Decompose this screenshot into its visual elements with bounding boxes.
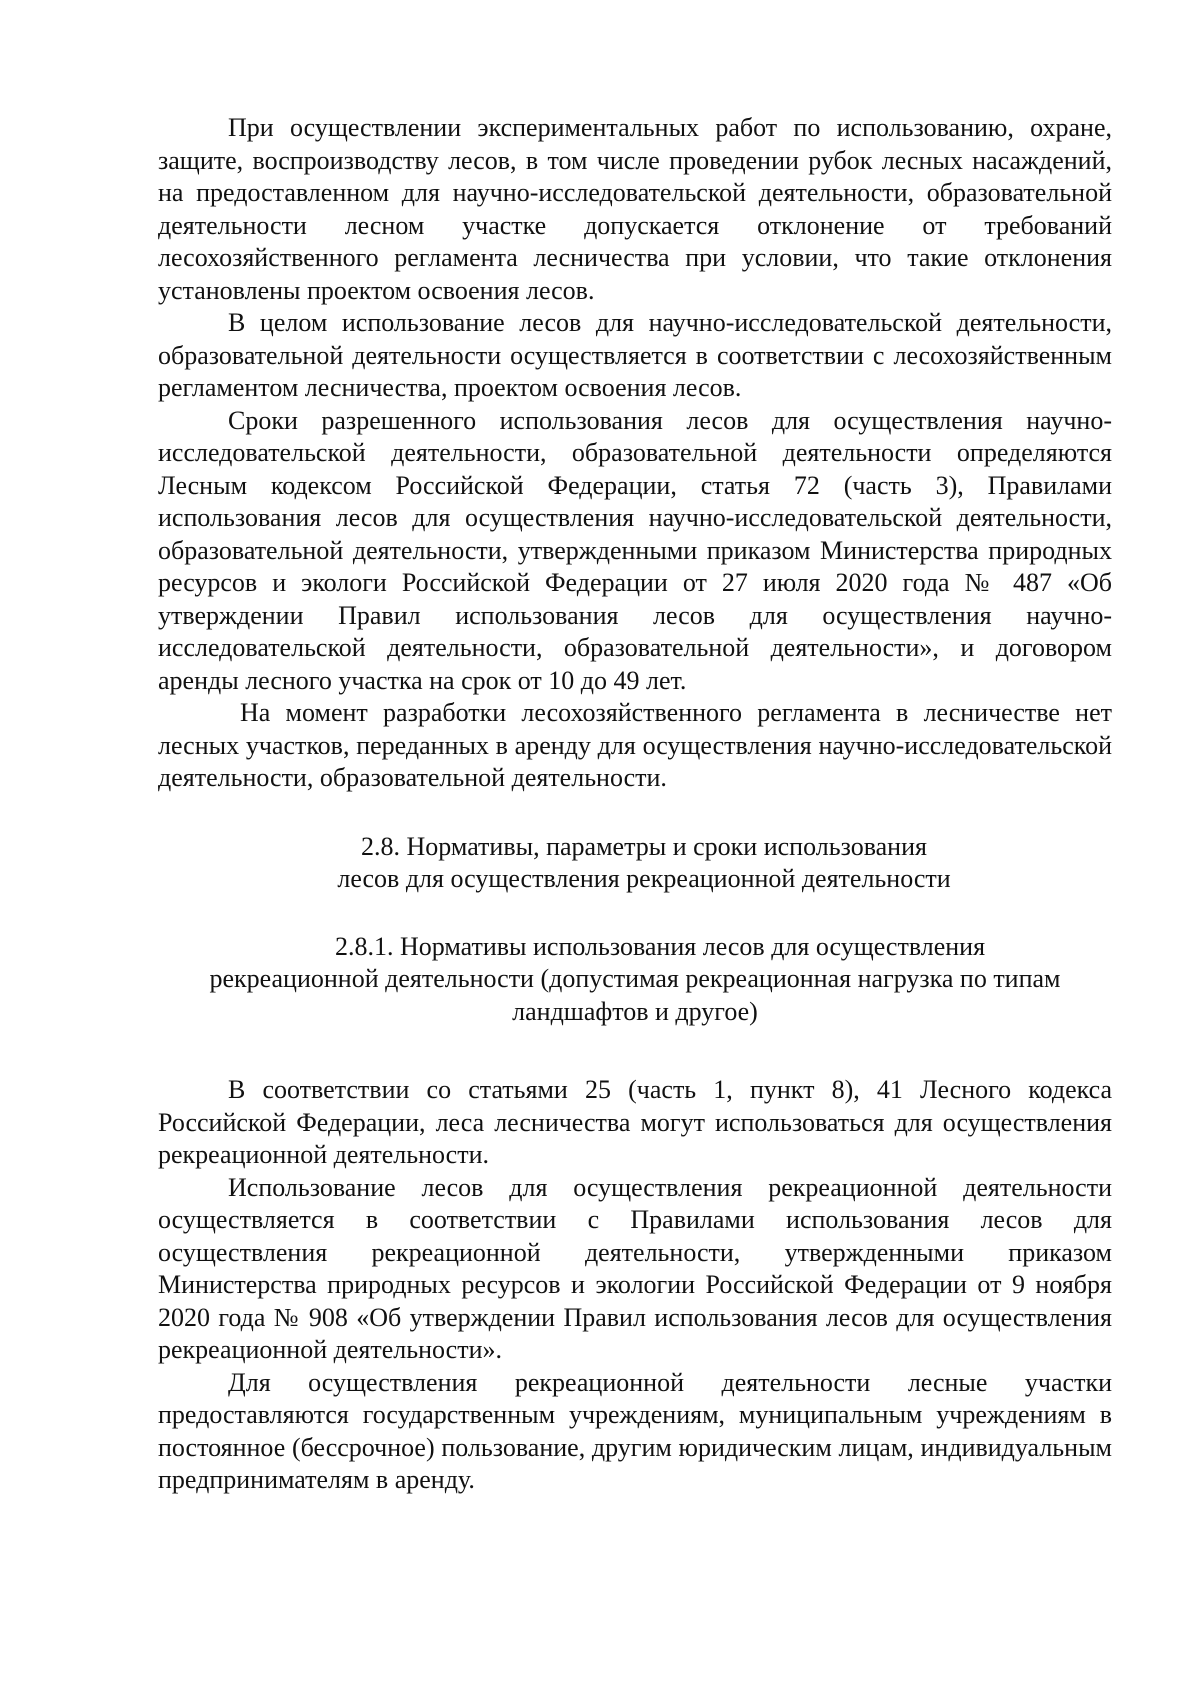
- paragraph-no-leased-plots: На момент разработки лесохозяйственного регламента в лесничестве нет лесных участков, переданных в аренду для осуществления научно-исследовательской деятельности, образовательной деятельности.: [158, 698, 1112, 792]
- paragraph-experimental-works: При осуществлении экспериментальных работ по использованию, охране, защите, воспроизводству лесов, в том числе проведении рубок лесных насаждений, на предоставленном для научно-исследовательской деятельности, образовательной деятельности лесном участке допускается отклонение от требований лесохозяйственного регламента лесничества при условии, что такие отклонения установлены проектом освоения лесов.: [158, 113, 1112, 305]
- paragraph-forest-code-articles: В соответствии со статьями 25 (часть 1, пункт 8), 41 Лесного кодекса Российской Федерации, леса лесничества могут использоваться для осуществления рекреационной деятельности.: [158, 1075, 1112, 1169]
- paragraph-general-use: В целом использование лесов для научно-исследовательской деятельности, образовательной деятельности осуществляется в соответствии с лесохозяйственным регламентом лесничества, проектом освоения лесов.: [158, 308, 1112, 402]
- subsection-heading-line-3: ландшафтов и другое): [512, 996, 758, 1026]
- section-heading-2-8: [158, 831, 1112, 896]
- section-heading-line-1: 2.8. Нормативы, параметры и сроки использования: [361, 831, 927, 861]
- paragraph-plot-provision: Для осуществления рекреационной деятельности лесные участки предоставляются государственным учреждениям, муниципальным учреждениям в постоянное (бессрочное) пользование, другим юридическим лицам, индивидуальным предпринимателям в аренду.: [158, 1367, 1112, 1494]
- subsection-heading-line-2: рекреационной деятельности (допустимая рекреационная нагрузка по типам: [209, 964, 1061, 993]
- section-heading-line-2: лесов для осуществления рекреационной деятельности: [337, 864, 951, 893]
- subsection-heading-line-1: 2.8.1. Нормативы использования лесов для осуществления: [334, 931, 986, 961]
- paragraph-use-terms: Сроки разрешенного использования лесов для осуществления научно-исследовательской деятельности, образовательной деятельности определяются Лесным кодексом Российской Федерации, статья 72 (часть 3), Правилами использования лесов для осуществления научно-исследовательской деятельности, образовательной деятельности, утвержденными приказом Министерства природных ресурсов и экологи Российской Федерации от 27 июля 2020 года № 487 «Об утверждении Правил использования лесов для осуществления научно-исследовательской деятельности, образовательной деятельности», и договором аренды лесного участка на срок от 10 до 49 лет.: [158, 405, 1112, 695]
- document-page: [158, 112, 1112, 1497]
- subsection-heading-2-8-1: [158, 931, 1112, 1029]
- paragraph-recreation-rules: Использование лесов для осуществления рекреационной деятельности осуществляется в соответствии с Правилами использования лесов для осуществления рекреационной деятельности, утвержденными приказом Министерства природных ресурсов и экологии Российской Федерации от 9 ноября 2020 года № 908 «Об утверждении Правил использования лесов для осуществления рекреационной деятельности».: [158, 1172, 1112, 1364]
